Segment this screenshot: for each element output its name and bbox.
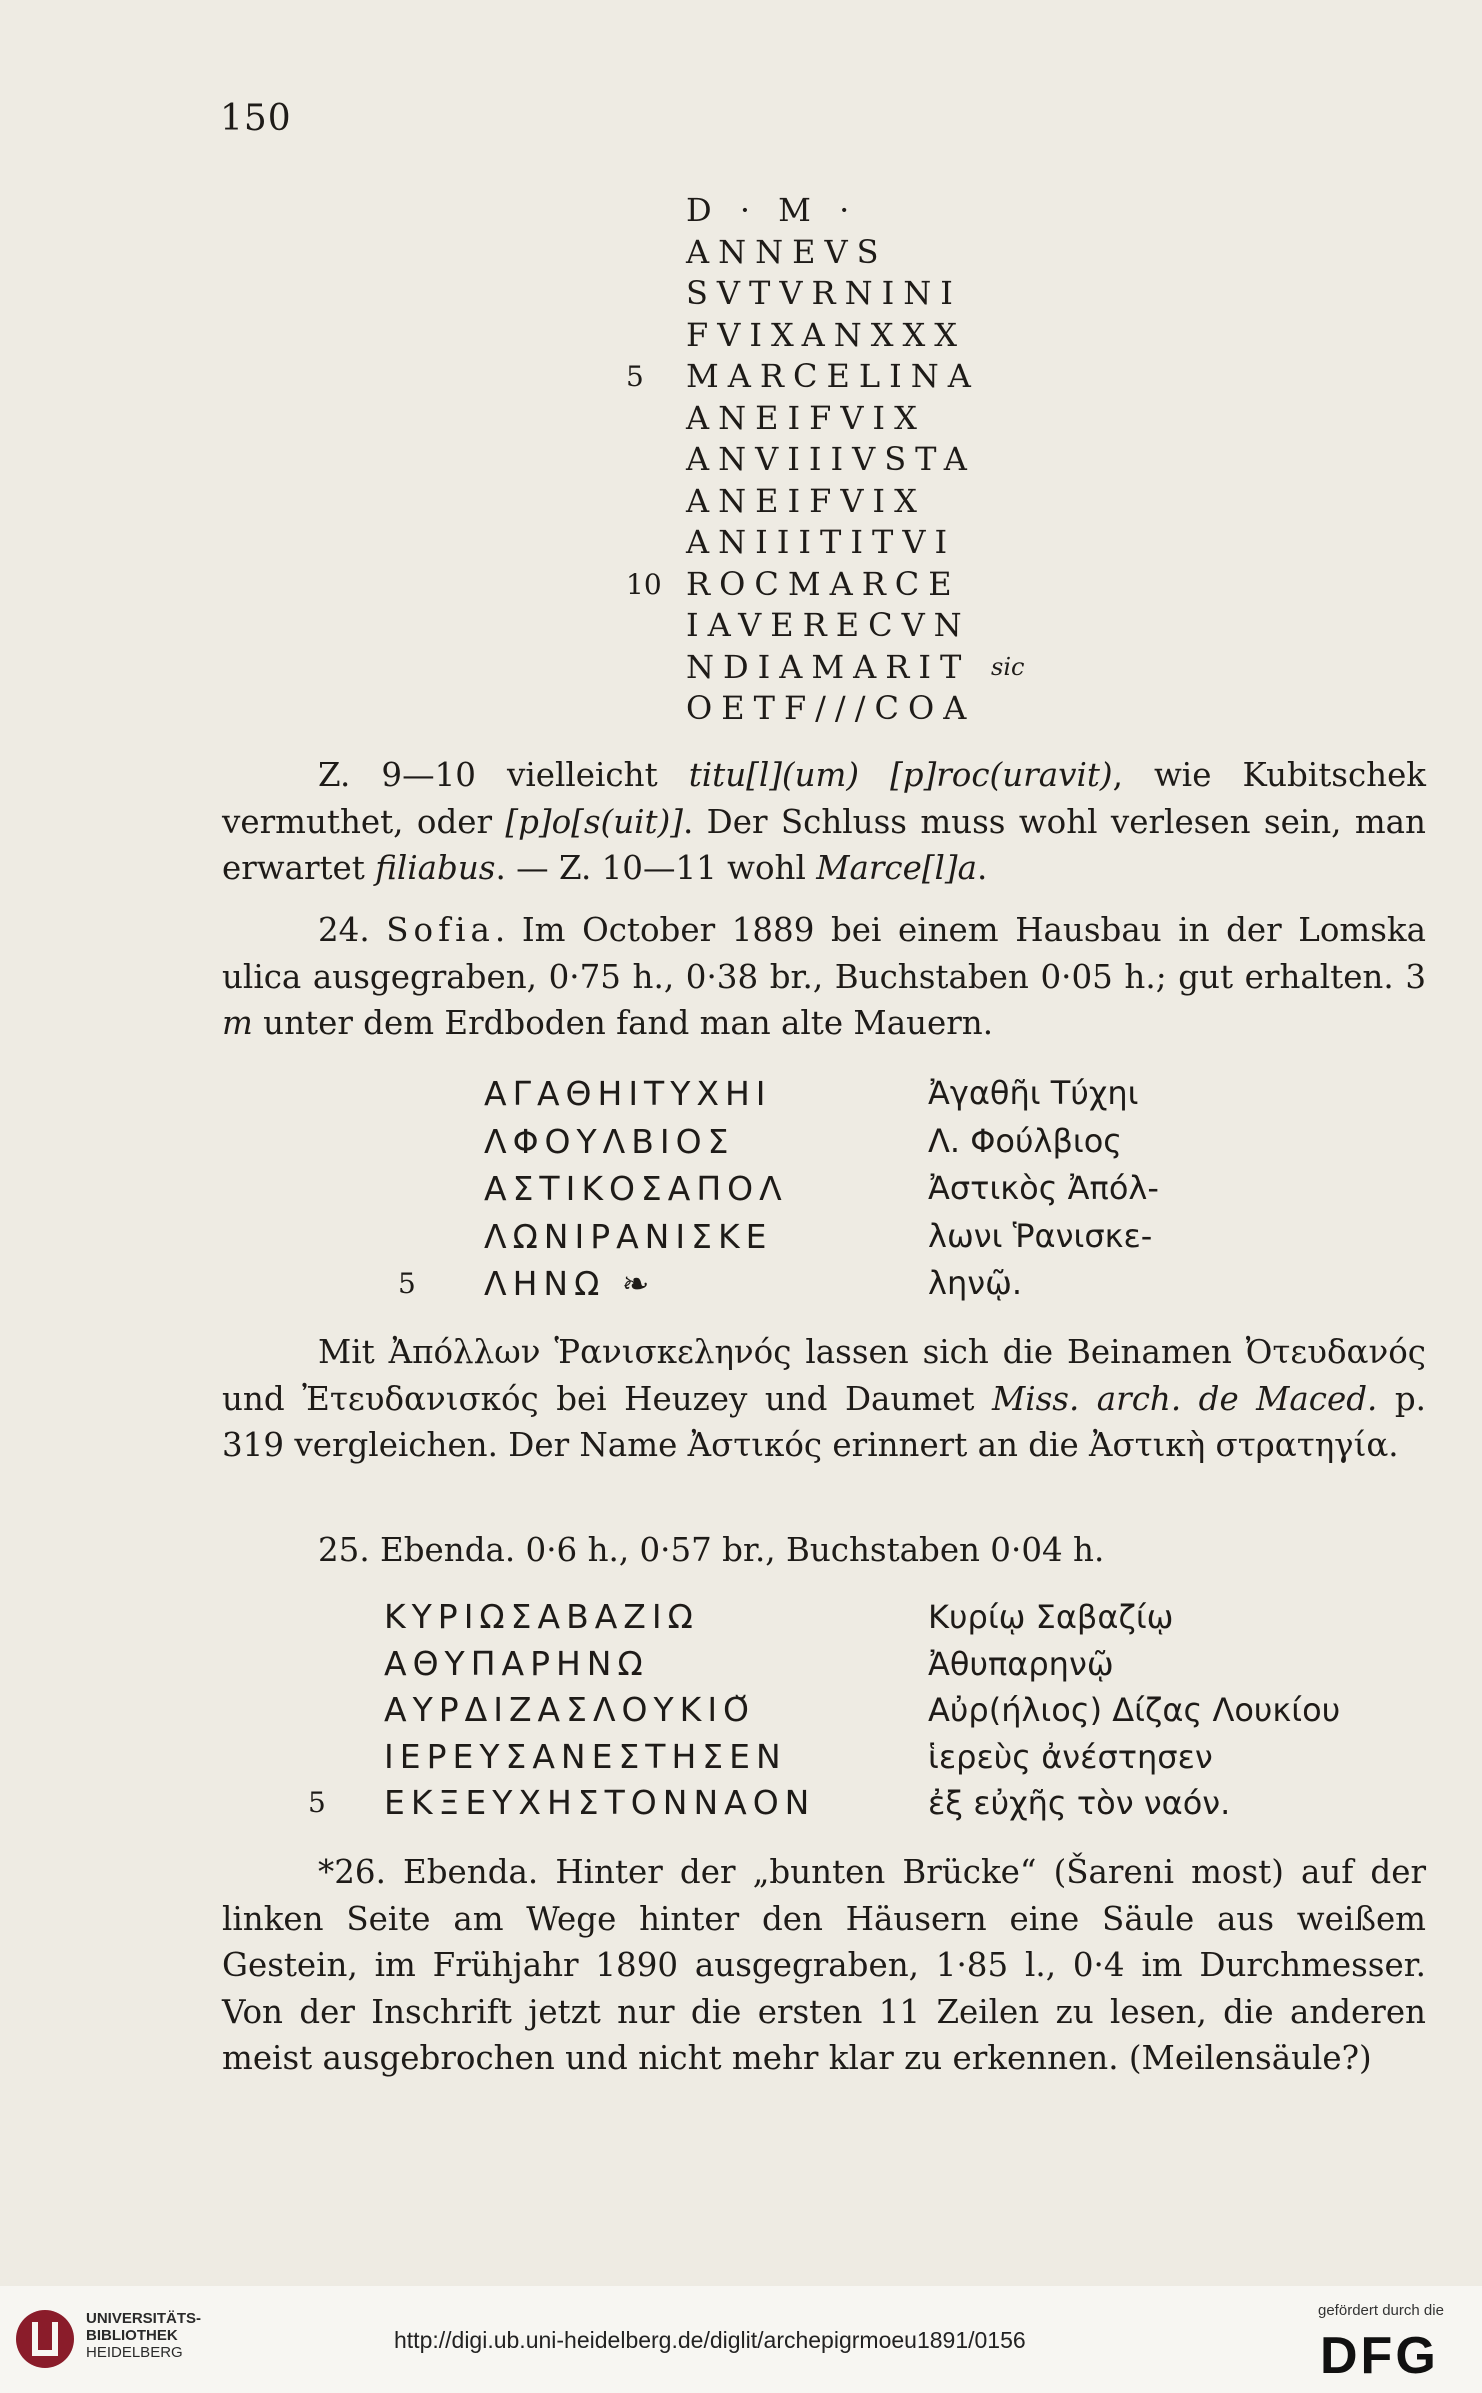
page-number: 150 (220, 98, 292, 139)
inscription-line: NDIAMARIT sic (686, 647, 980, 689)
dfg-logo: DFG (1320, 2327, 1439, 2385)
transcription-line: Λ. Φούλβιος (928, 1121, 1123, 1160)
footer-bar (0, 2286, 1482, 2393)
library-name: UNIVERSITÄTS- BIBLIOTHEK HEIDELBERG (86, 2310, 202, 2361)
entry-25-paragraph: 25. Ebenda. 0·6 h., 0·57 br., Buchstaben 0·04 h. (318, 1531, 1105, 1569)
inscription-line: 10 ROCMARCE (686, 564, 980, 606)
line-number: 5 (308, 1786, 326, 1819)
greek-inscription-25 (308, 1594, 816, 1827)
line-number: 5 (398, 1267, 416, 1300)
transcription-line: λωνι Ῥανισκε- (928, 1216, 1153, 1255)
inscription-line: ΚΥΡΙΩΣΑΒΑΖΙΩ (384, 1597, 699, 1636)
transcription-line: Αὐρ(ήλιος) Δίζας Λουκίου (928, 1691, 1341, 1729)
inscription-line: 5 MARCELINA (686, 356, 980, 398)
inscription-line: IAVERECVN (686, 606, 971, 644)
inscription-line: ΑΣΤΙΚΟΣΑΠΟΛ (484, 1169, 788, 1208)
commentary-24-paragraph: Mit Ἀπόλλων Ῥανισκεληνός lassen sich die Beinamen Ὀτευδανός und Ἐτευδανισκός bei Heuzey und Daumet Miss. arch. de Maced. p. 319 vergleichen. Der Name Ἀστικός erinnert an die Ἀστικὴ στρατηγία. (222, 1333, 1427, 1464)
sic-note: sic (991, 652, 1025, 681)
inscription-line: ΛΩΝΙΡΑΝΙΣΚΕ (484, 1216, 773, 1256)
inscription-line: ΑΘΥΠΑΡΗΝΩ (384, 1643, 649, 1683)
transcription-line: Ἀγαθῆι Τύχηι (928, 1074, 1139, 1112)
inscription-line: ΙΕΡΕΥΣΑΝΕΣΤΗΣΕΝ (384, 1736, 787, 1776)
line-number: 5 (626, 360, 644, 393)
inscription-line: OETF///COA (686, 689, 976, 727)
inscription-line: ΛΦΟΥΛΒΙΟΣ (484, 1121, 735, 1161)
funding-note: gefördert durch die (1318, 2302, 1444, 2319)
transcription-line: ληνῷ. (928, 1264, 1023, 1302)
university-library-logo-icon (14, 2308, 76, 2370)
latin-inscription (626, 190, 1025, 730)
inscription-line: ΑΓΑΘΗΙΤΥΧΗΙ (484, 1074, 772, 1113)
place-name: Sofia (386, 911, 495, 949)
inscription-line: SVTVRNINI (686, 274, 962, 312)
entry-26-paragraph: *26. Ebenda. Hinter der „bunten Brücke“ (Šareni most) auf der linken Seite am Wege hinter den Häusern eine Säule aus weißem Gestein, im Frühjahr 1890 ausgegraben, 1·85 l., 0·4 im Durchmesser. Von der Inschrift jetzt nur die ersten 11 Zeilen zu lesen, die anderen meist ausgebrochen und nicht mehr klar zu erkennen. (Meilensäule?) (222, 1853, 1426, 2077)
inscription-line: ANVIIIVSTA (686, 440, 976, 478)
inscription-line: D · M · (686, 191, 859, 229)
transcription-line: Κυρίῳ Σαβαζίῳ (928, 1598, 1174, 1636)
transcription-line: Ἀστικὸς Ἀπόλ- (928, 1169, 1159, 1207)
transcription-line: ἱερεὺς ἀνέστησεν (928, 1737, 1213, 1776)
transcription-line: ἐξ εὐχῆς τὸν ναόν. (928, 1784, 1231, 1822)
transcription-line: Ἀθυπαρηνῷ (928, 1644, 1114, 1683)
inscription-line: 5 ΛΗΝΩ ❧ (484, 1260, 788, 1308)
greek-transcription-24 (928, 1070, 1159, 1308)
greek-inscription-24 (398, 1070, 788, 1308)
inscription-line: ANNEVS (686, 232, 888, 271)
inscription-line: FVIXANXXX (686, 315, 967, 354)
commentary-paragraph: Z. 9—10 vielleicht titu[l](um) [p]roc(uravit), wie Kubitschek vermuthet, oder [p]o[s(uit)]. Der Schluss muss wohl verlesen sein, man erwartet filiabus. — Z. 10—11 wohl Marce[l]a. (222, 756, 1427, 887)
inscription-line: ANEIFVIX (686, 481, 926, 520)
inscription-line: ANIIITITVI (686, 523, 957, 561)
inscription-line: ΑΥΡΔΙΖΑΣΛΟΥΚΙΟ̆ (384, 1690, 756, 1729)
line-number: 10 (626, 567, 662, 601)
greek-transcription-25 (928, 1594, 1340, 1827)
inscription-line: ANEIFVIX (686, 398, 926, 437)
entry-24-paragraph: 24. Sofia. Im October 1889 bei einem Hausbau in der Lomska ulica ausgegraben, 0·75 h., 0·38 br., Buchstaben 0·05 h.; gut erhalten. 3 m unter dem Erdboden fand man alte Mauern. (222, 911, 1426, 1042)
inscription-line: 5 ΕΚΞΕΥΧΗΣΤΟΝΝΑΟΝ (384, 1780, 815, 1827)
source-url-link[interactable]: http://digi.ub.uni-heidelberg.de/diglit/archepigrmoeu1891/0156 (394, 2327, 1026, 2353)
